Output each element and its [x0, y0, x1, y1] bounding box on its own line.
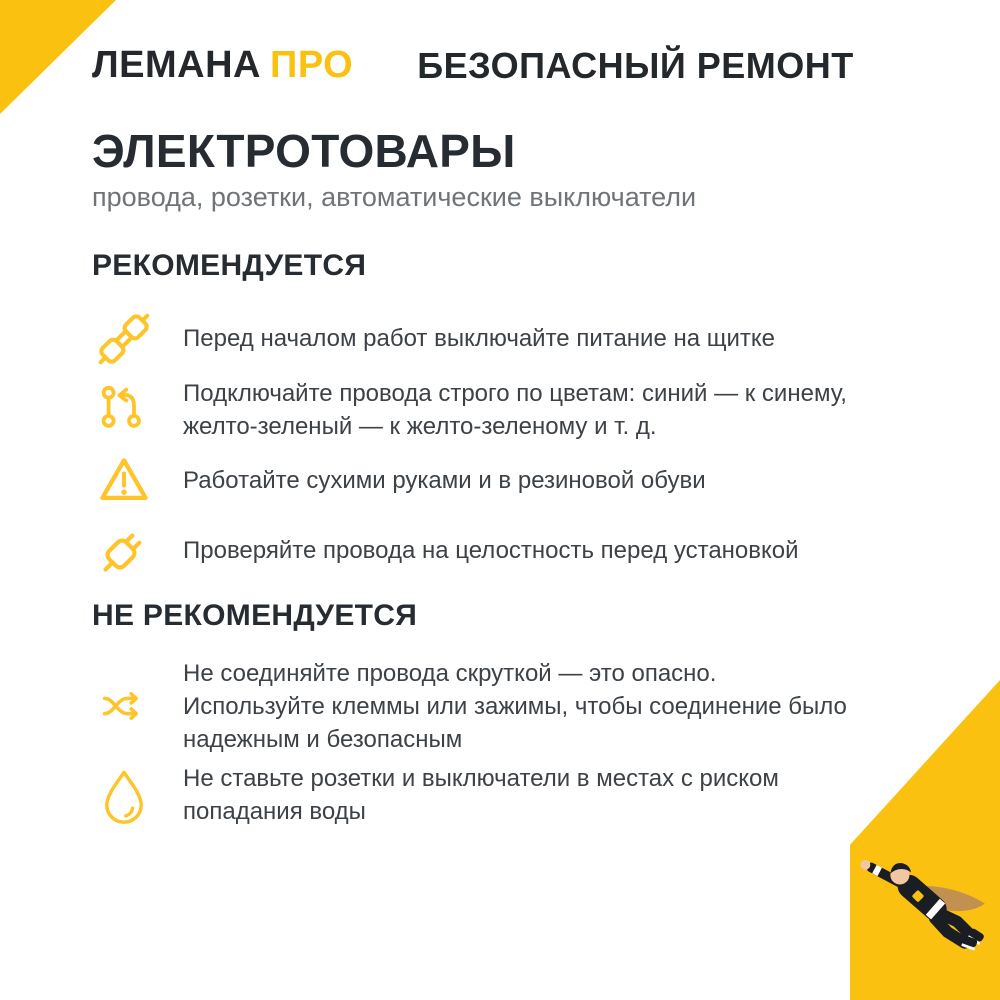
power-plug-icon	[92, 519, 156, 583]
guideline-line: Не соединяйте провода скруткой — это опасно.	[183, 659, 717, 687]
guideline-sections	[92, 248, 910, 828]
page-title: ЭЛЕКТРОТОВАРЫ	[92, 125, 516, 177]
guideline-line: желто-зеленый — к желто-зеленому и т. д.	[183, 412, 657, 440]
guideline-line: Не ставьте розетки и выключатели в местах с риском	[183, 764, 779, 792]
page-subtitle: провода, розетки, автоматические выключатели	[92, 182, 697, 212]
guideline-line: Используйте клеммы или зажимы, чтобы соединение было	[183, 692, 847, 720]
poster-content	[92, 0, 910, 834]
guideline-item	[92, 519, 910, 583]
guideline-text	[183, 534, 799, 567]
guideline-line: надежным и безопасным	[183, 725, 463, 753]
guideline-line: Проверяйте провода на целостность перед установкой	[183, 537, 799, 565]
warning-triangle-icon	[92, 449, 156, 513]
flying-handyman-mascot	[850, 852, 988, 970]
guideline-item	[92, 762, 910, 828]
guideline-line: попадания воды	[183, 797, 366, 825]
section-heading: НЕ РЕКОМЕНДУЕТСЯ	[92, 598, 418, 632]
guideline-item	[92, 377, 910, 443]
logo-text-lemana: ЛЕМАНА	[92, 44, 261, 86]
guideline-text	[183, 322, 775, 355]
guideline-item	[92, 307, 910, 371]
unplugged-connectors-icon	[92, 307, 156, 371]
guideline-line: Перед началом работ выключайте питание на щитке	[183, 325, 775, 353]
guideline-text	[183, 657, 847, 756]
guideline-line: Подключайте провода строго по цветам: синий — к синему,	[183, 379, 847, 407]
guideline-text	[183, 377, 847, 443]
guideline-item	[92, 449, 910, 513]
logo-text-pro: ПРО	[270, 44, 354, 86]
guideline-text	[183, 762, 779, 828]
water-drop-icon	[92, 763, 156, 827]
twisted-wires-shuffle-icon	[92, 674, 156, 738]
section-items	[92, 307, 910, 583]
program-title: БЕЗОПАСНЫЙ РЕМОНТ	[417, 45, 854, 86]
guideline-section	[92, 598, 910, 828]
wire-colors-icon	[92, 378, 156, 442]
guideline-section	[92, 248, 910, 583]
section-heading: РЕКОМЕНДУЕТСЯ	[92, 248, 367, 282]
guideline-line: Работайте сухими руками и в резиновой обуви	[183, 467, 706, 495]
lemana-pro-logo	[92, 46, 353, 84]
guideline-item	[92, 657, 910, 756]
section-items	[92, 657, 910, 828]
poster-header	[92, 0, 910, 84]
guideline-text	[183, 464, 706, 497]
